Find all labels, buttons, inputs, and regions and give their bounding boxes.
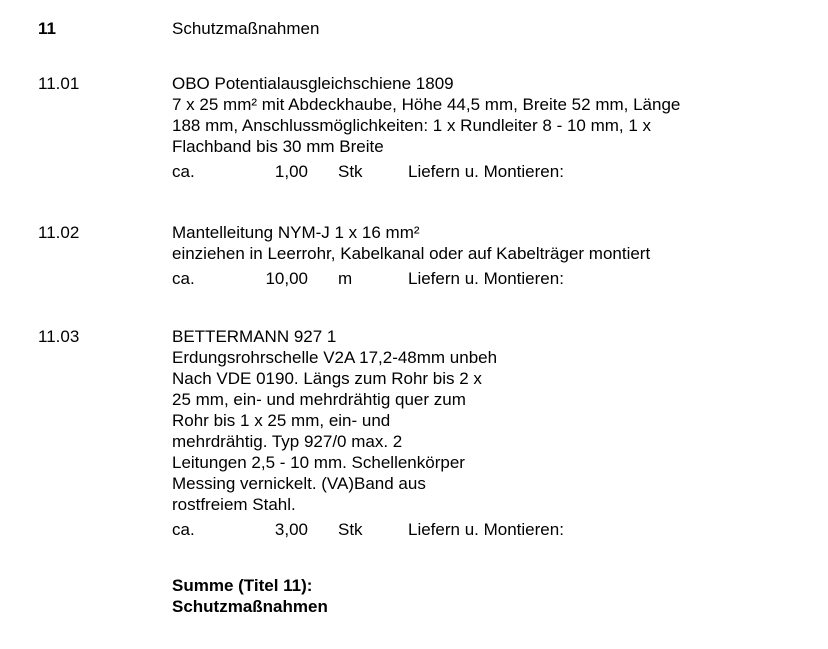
quantity-unit: Stk: [338, 520, 363, 539]
quantity-amount: 3,00: [274, 520, 308, 539]
quantity-unit: m: [338, 269, 353, 288]
section-header: [38, 18, 818, 40]
description-line: 7 x 25 mm² mit Abdeckhaube, Höhe 44,5 mm, Breite 52 mm, Länge: [172, 95, 681, 114]
quantity-amount: 10,00: [265, 269, 308, 288]
quantity-row: [172, 161, 812, 182]
description-line: BETTERMANN 927 1: [172, 327, 337, 346]
position-number: 11.03: [38, 327, 80, 346]
summary-title: Schutzmaßnahmen: [172, 597, 328, 616]
quantity-amount: 1,00: [274, 162, 308, 181]
description-line: Rohr bis 1 x 25 mm, ein- und: [172, 411, 391, 430]
description-line: rostfreiem Stahl.: [172, 495, 296, 514]
quantity-action: Liefern u. Montieren:: [408, 520, 564, 539]
description-line: mehrdrähtig. Typ 927/0 max. 2: [172, 432, 403, 451]
position-number: 11.02: [38, 223, 80, 242]
position-number: 11.01: [38, 74, 80, 93]
quantity-unit: Stk: [338, 162, 363, 181]
summary-line: Summe (Titel 11):: [172, 576, 313, 595]
quantity-action: Liefern u. Montieren:: [408, 162, 564, 181]
description-line: Messing vernickelt. (VA)Band aus: [172, 474, 426, 493]
position-description: [172, 73, 812, 182]
description-line: Leitungen 2,5 - 10 mm. Schellenkörper: [172, 453, 465, 472]
quantity-row: [172, 268, 812, 289]
description-line: Erdungsrohrschelle V2A 17,2-48mm unbeh: [172, 348, 498, 367]
description-line: Nach VDE 0190. Längs zum Rohr bis 2 x: [172, 369, 482, 388]
position-description: [172, 326, 812, 540]
description-line: einziehen in Leerrohr, Kabelkanal oder auf Kabelträger montiert: [172, 244, 651, 263]
quantity-ca: ca.: [172, 269, 195, 288]
description-line: OBO Potentialausgleichschiene 1809: [172, 74, 454, 93]
quantity-action: Liefern u. Montieren:: [408, 269, 564, 288]
section-number: 11: [38, 19, 56, 38]
section-title: Schutzmaßnahmen: [172, 19, 320, 38]
description-line: 188 mm, Anschlussmöglichkeiten: 1 x Rundleiter 8 - 10 mm, 1 x: [172, 116, 652, 135]
description-line: Mantelleitung NYM-J 1 x 16 mm²: [172, 223, 420, 242]
description-line: Flachband bis 30 mm Breite: [172, 137, 384, 156]
position-description: [172, 222, 812, 289]
section-summary: [172, 575, 572, 617]
quantity-ca: ca.: [172, 162, 195, 181]
quantity-row: [172, 519, 812, 540]
quantity-ca: ca.: [172, 520, 195, 539]
description-line: 25 mm, ein- und mehrdrähtig quer zum: [172, 390, 466, 409]
